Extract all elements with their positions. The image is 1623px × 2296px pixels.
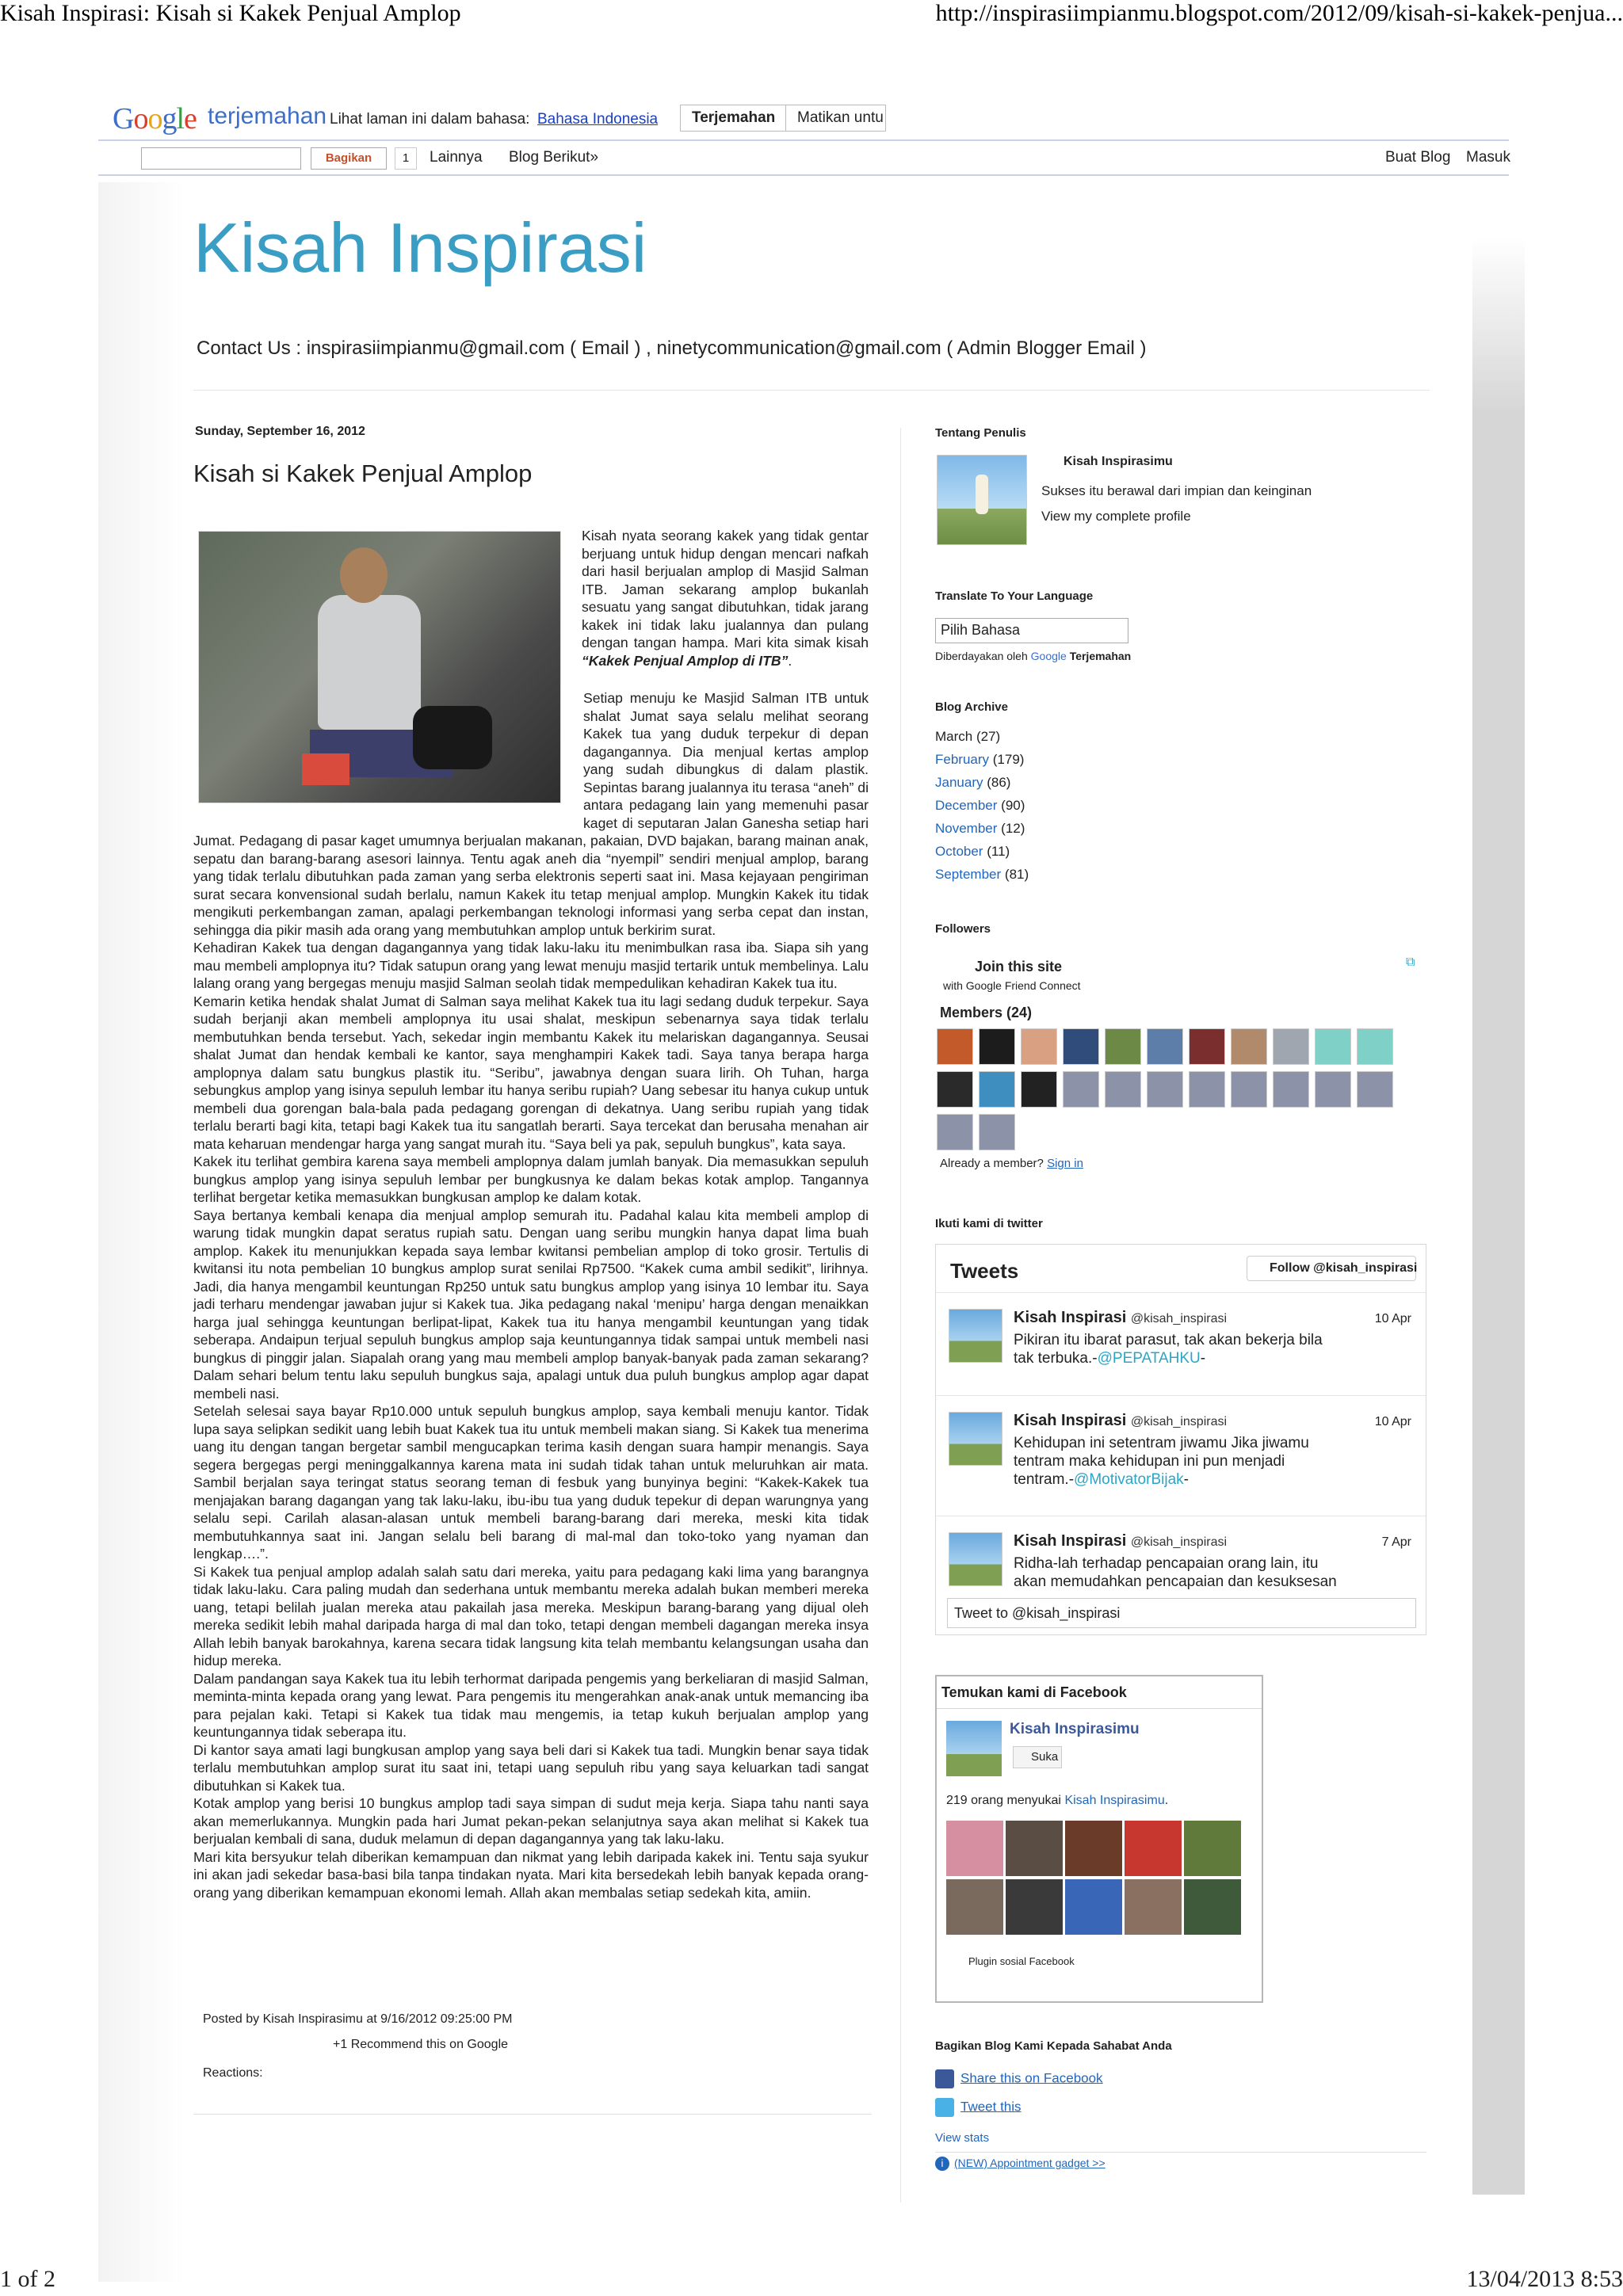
translate-off-button[interactable]: Matikan untu: [786, 105, 886, 132]
view-stats-link[interactable]: View stats: [935, 2131, 990, 2145]
member-avatar[interactable]: [1315, 1071, 1351, 1108]
facebook-icon: [935, 2069, 954, 2088]
facebook-like-button[interactable]: Suka: [1013, 1746, 1062, 1768]
archive-count: (179): [992, 752, 1025, 767]
profile-tagline: Sukses itu berawal dari impian dan keinginan: [1041, 483, 1312, 498]
archive-count: (27): [976, 729, 1001, 744]
member-avatar[interactable]: [937, 1071, 973, 1108]
already-member: [940, 1157, 1083, 1170]
translate-heading: Translate To Your Language: [935, 589, 1094, 603]
tweet-handle[interactable]: @kisah_inspirasi: [1130, 1312, 1228, 1325]
tweet-text: [1014, 1554, 1346, 1591]
translate-bar: [98, 93, 1509, 141]
navbar-sign-in-link[interactable]: Masuk: [1466, 149, 1510, 166]
post-intro-suffix: .: [788, 652, 792, 669]
member-avatar[interactable]: [1063, 1028, 1099, 1065]
followers-widget: [935, 943, 1426, 1180]
post-title[interactable]: Kisah si Kakek Penjual Amplop: [193, 460, 533, 487]
tweet-to-input[interactable]: Tweet to @kisah_inspirasi: [947, 1598, 1416, 1628]
left-shade: [98, 182, 185, 2282]
share-heading: Bagikan Blog Kami Kepada Sahabat Anda: [935, 2039, 1172, 2053]
tweet-author-name[interactable]: Kisah Inspirasi: [1014, 1309, 1127, 1326]
facebook-fan-avatar[interactable]: [1006, 1879, 1063, 1935]
share-twitter[interactable]: [935, 2098, 1022, 2117]
sign-in-link[interactable]: Sign in: [1047, 1157, 1083, 1170]
facebook-fan-avatar[interactable]: [1006, 1821, 1063, 1876]
print-page-url: http://inspirasiimpianmu.blogspot.com/2012/09/kisah-si-kakek-penjua...: [935, 0, 1623, 26]
join-subtitle: with Google Friend Connect: [943, 979, 1081, 992]
member-avatar[interactable]: [1147, 1028, 1183, 1065]
tweet[interactable]: [936, 1395, 1426, 1506]
tweet-author-name[interactable]: Kisah Inspirasi: [1014, 1532, 1127, 1550]
already-member-text: Already a member?: [940, 1157, 1044, 1170]
facebook-fan-avatar[interactable]: [1065, 1879, 1122, 1935]
facebook-page-name[interactable]: Kisah Inspirasimu: [1010, 1721, 1140, 1737]
tweet[interactable]: [936, 1292, 1426, 1403]
join-site-link[interactable]: Join this site: [975, 959, 1063, 974]
float-spacer: [193, 689, 583, 822]
profile-avatar[interactable]: [937, 455, 1027, 545]
twitter-widget: [935, 1244, 1426, 1635]
post-date: Sunday, September 16, 2012: [195, 425, 365, 438]
facebook-fan-avatar[interactable]: [1125, 1879, 1182, 1935]
plusone-recommend[interactable]: +1 Recommend this on Google: [333, 2038, 509, 2051]
member-avatar[interactable]: [1105, 1071, 1141, 1108]
post-intro-emphasis: “Kakek Penjual Amplop di ITB”: [582, 652, 789, 669]
post-paragraph: Si Kakek tua penjual amplop adalah salah satu dari mereka, yaitu para pedagang kaki lima yang barangnya tidak laku-laku. Cara paling mudah dan sederhana untuk membantu mereka adalah bukan memberi mereka uang, tetapi belilah jualan mereka atau pakailah jasa mereka. Meskipun barang-barang yang dijual oleh mereka sedikit lebih mahal daripada harga di mal dan toko, tetapi dengan membeli dagangan mereka insya Allah lebih banyak barokahnya, karena secara tidak langsung kita telah membantu kelangsungan usaha dan hidup mereka.: [193, 1563, 869, 1669]
powered-google-logo: Google: [1030, 650, 1067, 662]
column-divider: [900, 428, 901, 2203]
post-footer-byline: Posted by Kisah Inspirasimu at 9/16/2012 09:25:00 PM: [203, 2012, 513, 2026]
archive-item[interactable]: [935, 821, 1025, 837]
member-avatar[interactable]: [937, 1114, 973, 1150]
member-avatar[interactable]: [1021, 1028, 1057, 1065]
archive-count: (90): [1001, 798, 1025, 813]
tweet-date[interactable]: 10 Apr: [1374, 1312, 1411, 1325]
share-facebook-link[interactable]: Share this on Facebook: [960, 2070, 1103, 2086]
post-footer-divider: [193, 2114, 872, 2115]
powered-word: Terjemahan: [1069, 650, 1132, 662]
share-facebook[interactable]: [935, 2069, 1103, 2088]
info-icon: i: [935, 2157, 949, 2171]
language-select[interactable]: Pilih Bahasa: [935, 618, 1128, 643]
member-avatar[interactable]: [1273, 1071, 1309, 1108]
facebook-heading: Temukan kami di Facebook: [941, 1684, 1127, 1700]
tweet-author[interactable]: [1014, 1309, 1227, 1327]
archive-count: (12): [1001, 821, 1025, 836]
member-avatar[interactable]: [1105, 1028, 1141, 1065]
tweet-handle[interactable]: @kisah_inspirasi: [1130, 1535, 1228, 1549]
post-paragraph: Saya bertanya kembali kenapa dia menjual amplop semurah itu. Padahal kalau kita membeli amplop di warung tidak mungkin dapat seratus rupiah satu. Dengan uang seribu mungkin hanya dapat lima buah amplop. Kakek itu menunjukkan kepada saya lembar kwitansi pembelian amplop di toko grosir. Tertulis di kwitansi itu nota pembelian 10 bungkus amplop surat senilai Rp7500. “Kakek cuma ambil sedikit”, lirihnya. Jadi, dia hanya mengambil keuntungan Rp250 untuk satu bungkus amplop yang isinya 10 lembar itu. Saya jadi terharu mendengar jawaban jujur si Kakek tua. Jika pedagang nakal ‘menipu’ harga dengan menaikkan harga jual sehingga keuntungan berlipat-lipat, Kakek tua itu hanya mengambil keuntungan yang tidak seberapa. Andaipun terjual sepuluh bungkus amplop saja keuntungannya tidak sampai untuk membeli nasi bungkus di pinggir jalan. Siapalah orang yang mau membeli amplop banyak-banyak pada zaman sekarang? Dalam sehari belum tentu laku sepuluh bungkus saja, apalagi untuk dua puluh bungkus amplop agar dapat membeli nasi.: [193, 1207, 869, 1402]
archive-item[interactable]: [935, 729, 1000, 745]
twitter-heading: Ikuti kami di twitter: [935, 1217, 1043, 1230]
twitter-icon: [935, 2098, 954, 2117]
blog-title[interactable]: Kisah Inspirasi: [193, 208, 647, 287]
contact-info: Contact Us : inspirasiimpianmu@gmail.com ( Email ) , ninetycommunication@gmail.com ( Admin Blogger Email ): [197, 338, 1147, 359]
facebook-like-count-text: 219 orang menyukai: [946, 1794, 1061, 1807]
archive-month[interactable]: October: [935, 844, 983, 859]
blogger-navbar: [98, 144, 1509, 176]
navbar-next-blog-link[interactable]: Blog Berikut»: [509, 149, 599, 166]
google-logo: Google: [113, 102, 197, 135]
facebook-fan-avatar[interactable]: [1125, 1821, 1182, 1876]
reactions-label: Reactions:: [203, 2066, 263, 2080]
tweet-text: [1014, 1331, 1346, 1367]
post-paragraph: Kotak amplop yang berisi 10 bungkus amplop tadi saya simpan di sudut meja kerja. Siapa tahu nanti saya akan memerlukannya. Mungkin pada hari Jumat pekan-pekan selanjutnya saya akan melihat si Kakek tua berjualan kembali di sana, duduk melamun di depan dagangannya yang tak laku-laku.: [193, 1795, 869, 1847]
tweet-end: -: [1183, 1471, 1189, 1488]
facebook-widget: [935, 1675, 1263, 2003]
navbar-share-button[interactable]: Bagikan: [311, 147, 387, 170]
facebook-like-count: [946, 1794, 1168, 1808]
post-intro-text: Kisah nyata seorang kakek yang tidak gentar berjuang untuk hidup dengan mencari nafkah dari hasil berjualan amplop di Masjid Salman ITB. Jaman sekarang amplop bukanlah sesuatu yang sangat dibutuhkan, tidak jarang kakek ini tidak laku jualannya dan pulang dengan tangan hampa. Mari kita simak kisah: [582, 528, 869, 650]
facebook-fan-avatar[interactable]: [946, 1821, 1003, 1876]
facebook-fan-avatar[interactable]: [1065, 1821, 1122, 1876]
post-intro: [582, 527, 869, 669]
tweet-mention[interactable]: @MotivatorBijak: [1074, 1471, 1184, 1488]
twitter-follow-button[interactable]: Follow @kisah_inspirasi: [1247, 1256, 1416, 1281]
powered-by: [935, 650, 1131, 662]
facebook-like-count-suffix: .: [1164, 1794, 1169, 1807]
print-datetime: 13/04/2013 8:53: [1466, 2266, 1623, 2292]
navbar-share-count: 1: [395, 147, 417, 170]
member-avatar[interactable]: [1357, 1028, 1393, 1065]
archive-month[interactable]: September: [935, 867, 1002, 882]
translate-language-link[interactable]: Bahasa Indonesia: [537, 111, 659, 128]
post-paragraph: Setelah selesai saya bayar Rp10.000 untuk sepuluh bungkus amplop, saya kembali menuju kantor. Tidak lupa saya selipkan sedikit uang lebih buat Kakek tua itu untuk membeli makan siang. Si Kakek tua menerima uang itu dengan tangan bergetar sambil mengucapkan terima kasih dengan suara hampir menangis. Saya segera bergegas pergi meninggalkannya karena mata ini sudah tidak tahan untuk meluruhkan air mata. Sambil berjalan saya teringat status seorang teman di fesbuk yang bunyinya begini: “Kakek-Kakek tua menjajakan barang dagangan yang tak laku-laku, ibu-ibu tua yang duduk tepekur di depan warungnya yang selalu sepi. Carilah alasan-alasan untuk membeli barang-barang dari mereka, meski kita tidak membutuhkannya saat ini. Jangan selalu beli barang di mal-mal dan toko-toko yang nyaman dan lengkap….”.: [193, 1403, 869, 1562]
header-divider: [193, 390, 1430, 391]
archive-item[interactable]: [935, 798, 1025, 814]
share-twitter-link[interactable]: Tweet this: [960, 2099, 1022, 2115]
archive-month[interactable]: December: [935, 798, 998, 813]
tweet[interactable]: [936, 1516, 1426, 1592]
appointment-gadget[interactable]: [935, 2157, 1106, 2171]
followers-heading: Followers: [935, 922, 991, 936]
archive-count: (11): [987, 844, 1010, 859]
post-paragraph: Kakek itu terlihat gembira karena saya membeli amplopnya dalam jumlah banyak. Dia memasukkan sepuluh bungkus amplop yang isinya sepuluh lembar per bungkusnya ke dalam bekas kotak amplop. Tangannya terlihat bergetar ketika memasukkan bungkusan amplop ke dalam kotak.: [193, 1154, 869, 1205]
tweet-author-name[interactable]: Kisah Inspirasi: [1014, 1412, 1127, 1429]
translate-prompt: Lihat laman ini dalam bahasa:: [330, 111, 530, 128]
archive-item[interactable]: [935, 867, 1029, 883]
archive-count: (86): [987, 775, 1011, 790]
archive-item[interactable]: [935, 752, 1024, 768]
tweet-handle[interactable]: @kisah_inspirasi: [1130, 1415, 1228, 1428]
archive-item[interactable]: [935, 844, 1010, 860]
tweet-avatar[interactable]: [949, 1532, 1002, 1586]
tweet-mention[interactable]: @PEPATAHKU: [1097, 1350, 1201, 1367]
tweet-author[interactable]: [1014, 1532, 1227, 1550]
facebook-fan-avatar[interactable]: [946, 1879, 1003, 1935]
member-avatar[interactable]: [1273, 1028, 1309, 1065]
archive-heading: Blog Archive: [935, 700, 1008, 714]
profile-link[interactable]: View my complete profile: [1041, 509, 1191, 524]
member-avatar[interactable]: [1063, 1071, 1099, 1108]
facebook-fan-avatar[interactable]: [1184, 1879, 1241, 1935]
post-paragraph: Di kantor saya amati lagi bungkusan amplop yang saya beli dari si Kakek tua tadi. Mungkin benar saya tidak terlalu membutuhkan amplop surat itu saat ini, tetapi uang sepuluh ribu yang saya keluarkan tadi sangat dibutuhkan si Kakek tua.: [193, 1741, 869, 1794]
navbar-more-link[interactable]: Lainnya: [430, 149, 483, 166]
facebook-page-avatar[interactable]: [946, 1721, 1002, 1776]
tweet-end: -: [1200, 1350, 1206, 1367]
member-avatar[interactable]: [979, 1114, 1015, 1150]
facebook-divider: [937, 1708, 1262, 1709]
tweet-date[interactable]: 10 Apr: [1374, 1415, 1411, 1428]
translate-brand-word: terjemahan: [208, 103, 327, 129]
member-avatar[interactable]: [1021, 1071, 1057, 1108]
profile-name[interactable]: Kisah Inspirasimu: [1064, 455, 1173, 468]
navbar-search-input[interactable]: [141, 147, 301, 170]
tweet-author[interactable]: [1014, 1412, 1227, 1430]
facebook-fan-avatar[interactable]: [1184, 1821, 1241, 1876]
archive-item[interactable]: [935, 775, 1010, 791]
post-paragraph: Setiap menuju ke Masjid Salman ITB untuk shalat Jumat saya selalu melihat seorang Kakek tua yang duduk terpekur di depan dagangannya. Dia menjual kertas amplop yang sudah dibungkus di dalam plastik. Sepintas barang jualannya itu terasa “aneh” di antara pedagang lain yang memenuhi pasar kaget di seputaran Jalan Ganesha setiap hari Jumat. Pedagang di pasar kaget umumnya berjualan makanan, pakaian, DVD bajakan, barang mainan anak, sepatu dan barang-barang asesori lainnya. Tentu agak aneh dia “nyempil” sendiri menjual amplop, barang yang tidak terlalu dibutuhkan pada zaman yang serba elektronis seperti saat ini. Masa kejayaan pengiriman surat secara konvensional sudah berlalu, namun Kakek itu tetap menjual amplop. Mungkin Kakek itu tidak mengikuti perkembangan zaman, apalagi perkembangan teknologi informasi yang serba cepat dan instan, sehingga dia pikir masih ada orang yang membutuhkan amplop untuk berkirim surat.: [193, 690, 869, 938]
tweet-body: Kehidupan ini setentram jiwamu Jika jiwamu tentram maka kehidupan ini pun menjadi tentram.-: [1014, 1435, 1309, 1488]
member-avatar[interactable]: [979, 1028, 1015, 1065]
tweets-title: Tweets: [950, 1259, 1019, 1283]
member-avatar[interactable]: [1147, 1071, 1183, 1108]
member-avatar[interactable]: [979, 1071, 1015, 1108]
tweet-date[interactable]: 7 Apr: [1381, 1535, 1411, 1549]
tweet-avatar[interactable]: [949, 1309, 1002, 1363]
member-avatar[interactable]: [1357, 1071, 1393, 1108]
tweet-body: Ridha-lah terhadap pencapaian orang lain, itu akan memudahkan pencapaian dan kesuksesan: [1014, 1555, 1337, 1590]
sidebar-divider: [935, 2152, 1426, 2153]
post-paragraph: Kemarin ketika hendak shalat Jumat di Salman saya melihat Kakek tua itu lagi sedang duduk terpekur. Saya sudah berjanji akan membeli amplopnya itu usai shalat, meskipun sebenarnya saya tidak terlalu membutuhkan benda tersebut. Yach, sekedar ingin membantu Kakek itu melariskan dagangannya. Seusai shalat Jumat dan hendak kembali ke kantor, saya menghampiri Kakek tadi. Saya tanya berapa harga amplopnya dalam satu bungkus plastik itu. “Seribu”, jawabnya dengan suara lirih. Oh Tuhan, harga sebungkus amplop yang isinya sepuluh lembar itu hanya seribu rupiah? Uang sebesar itu hanya cukup untuk membeli dua gorengan bala-bala pada pedagang gorengan di dekatnya. Uang seribu rupiah yang tidak terlalu berarti bagi kita, tetapi bagi Kakek tua itu sangatlah berarti. Saya tercekat dan berusaha menahan air mata keharuan mendengar harga yang sangat murah itu. “Saya beli ya pak, sepuluh bungkus”, kata saya.: [193, 993, 869, 1152]
facebook-like-count-link[interactable]: Kisah Inspirasimu: [1064, 1794, 1165, 1807]
print-page-number: 1 of 2: [0, 2266, 55, 2292]
member-avatar[interactable]: [1315, 1028, 1351, 1065]
post-paragraph: Kehadiran Kakek tua dengan dagangannya yang tidak laku-laku itu menimbulkan rasa iba. Siapa sih yang mau membeli amplopnya itu? Tidak satupun orang yang lewat menuju masjid tertarik untuk membelinya. Lalu lalang orang yang bergegas menuju masjid Salman seolah tidak mempedulikan kehadiran Kakek tua itu.: [193, 940, 869, 991]
member-avatar[interactable]: [1189, 1071, 1225, 1108]
right-shade: [1472, 238, 1525, 2195]
translate-button[interactable]: Terjemahan: [680, 105, 786, 132]
member-avatar[interactable]: [1231, 1071, 1267, 1108]
tweet-avatar[interactable]: [949, 1412, 1002, 1466]
popout-icon[interactable]: ⧉: [1406, 955, 1415, 969]
archive-month[interactable]: March: [935, 729, 973, 744]
member-avatar[interactable]: [1189, 1028, 1225, 1065]
post-paragraph: Mari kita bersyukur telah diberikan kemampuan dan nikmat yang lebih daripada kakek ini. Tentu saja syukur ini akan jadi sekedar basa-basi bila tanpa tindakan nyata. Mari kita bersedekah lebih banyak kepada orang-orang yang diberikan kemampuan ekonomi lemah. Allah akan membalas setiap sedekah kita, amiin.: [193, 1848, 869, 1901]
print-page-title: Kisah Inspirasi: Kisah si Kakek Penjual Amplop: [0, 0, 461, 26]
archive-month[interactable]: February: [935, 752, 990, 767]
about-heading: Tentang Penulis: [935, 426, 1026, 440]
member-avatar[interactable]: [1231, 1028, 1267, 1065]
member-avatar[interactable]: [937, 1028, 973, 1065]
navbar-create-blog-link[interactable]: Buat Blog: [1385, 149, 1451, 166]
post-paragraph: Dalam pandangan saya Kakek tua itu lebih terhormat daripada pengemis yang berkeliaran di masjid Salman, meminta-minta kepada orang yang lewat. Para pengemis itu mengerahkan anak-anak untuk memancing iba para pejalan kaki. Tetapi si Kakek tua tidak mau mengemis, ia tetap kukuh berjualan amplop yang keuntungannya tidak seberapa itu.: [193, 1670, 869, 1740]
post-body: [193, 689, 869, 1901]
archive-count: (81): [1004, 867, 1029, 882]
tweet-body: Pikiran itu ibarat parasut, tak akan bekerja bila tak terbuka.-: [1014, 1332, 1323, 1367]
archive-month[interactable]: January: [935, 775, 983, 790]
archive-month[interactable]: November: [935, 821, 998, 836]
appointment-link[interactable]: (NEW) Appointment gadget >>: [954, 2157, 1106, 2169]
facebook-plugin-label: Plugin sosial Facebook: [968, 1955, 1075, 1967]
powered-prefix: Diberdayakan oleh: [935, 650, 1028, 662]
tweet-text: [1014, 1434, 1346, 1489]
members-count: Members (24): [940, 1005, 1033, 1020]
